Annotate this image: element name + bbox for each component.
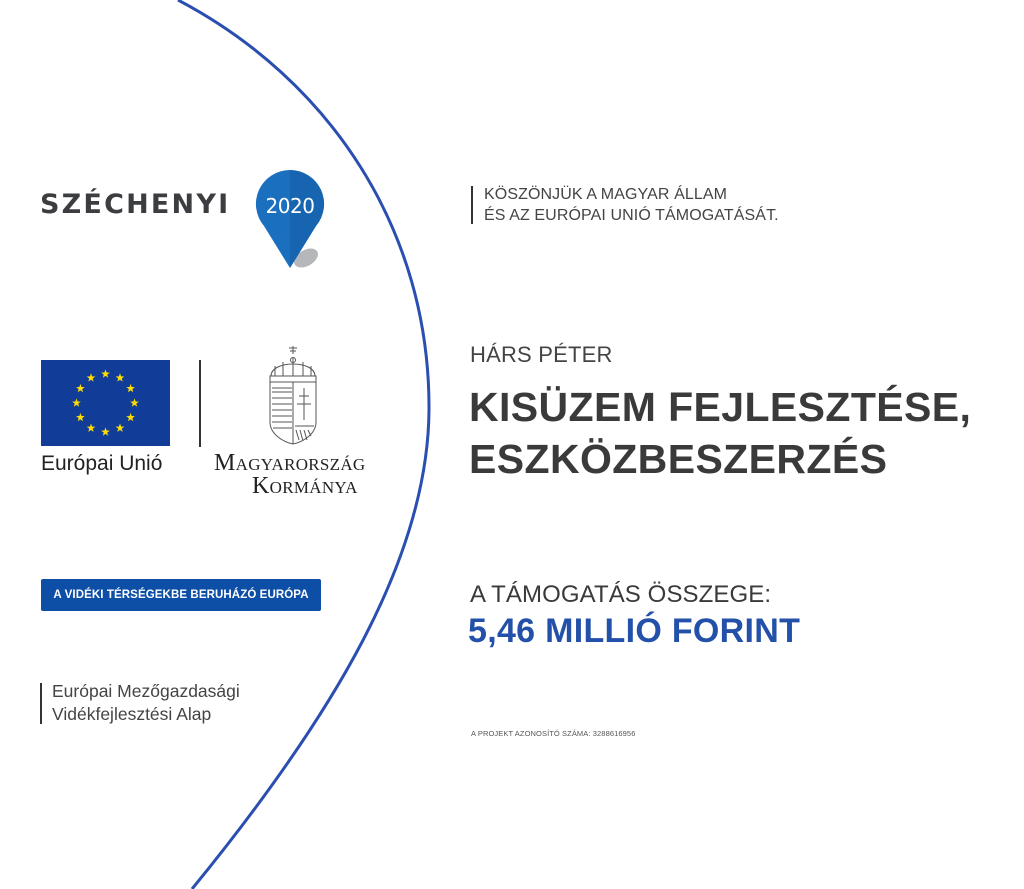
- fund-line1: Európai Mezőgazdasági: [52, 681, 240, 701]
- government-name-line1: MAGYARORSZÁG: [214, 450, 366, 476]
- map-pin-icon: [254, 168, 326, 272]
- thanks-divider: [471, 186, 473, 224]
- government-name-line2: KORMÁNYA: [252, 473, 358, 499]
- amount-label: A TÁMOGATÁS ÖSSZEGE:: [470, 581, 772, 608]
- fund-divider: [40, 683, 42, 724]
- eu-flag-icon: [41, 360, 170, 446]
- program-banner: A VIDÉKI TÉRSÉGEKBE BERUHÁZÓ EURÓPA: [41, 579, 321, 611]
- project-title: [469, 381, 971, 485]
- project-title-line2: ESZKÖZBESZERZÉS: [469, 436, 888, 482]
- fund-name: [52, 680, 240, 726]
- project-id: A PROJEKT AZONOSÍTÓ SZÁMA: 3288616956: [471, 729, 636, 738]
- logo-divider: [199, 360, 201, 447]
- thanks-line1: KÖSZÖNJÜK A MAGYAR ÁLLAM: [484, 186, 728, 203]
- szechenyi-wordmark: SZÉCHENYI: [40, 189, 231, 220]
- thanks-line2: ÉS AZ EURÓPAI UNIÓ TÁMOGATÁSÁT.: [484, 207, 779, 224]
- beneficiary-name: HÁRS PÉTER: [470, 342, 613, 367]
- project-title-line1: KISÜZEM FEJLESZTÉSE,: [469, 384, 972, 430]
- hungarian-coat-of-arms-icon: [265, 346, 321, 446]
- fund-line2: Vidékfejlesztési Alap: [52, 704, 212, 724]
- eu-stars: [41, 360, 170, 446]
- eu-label: Európai Unió: [41, 452, 163, 475]
- amount-value: 5,46 MILLIÓ FORINT: [468, 612, 801, 650]
- thanks-message: [484, 184, 779, 226]
- year-label: 2020: [265, 194, 315, 218]
